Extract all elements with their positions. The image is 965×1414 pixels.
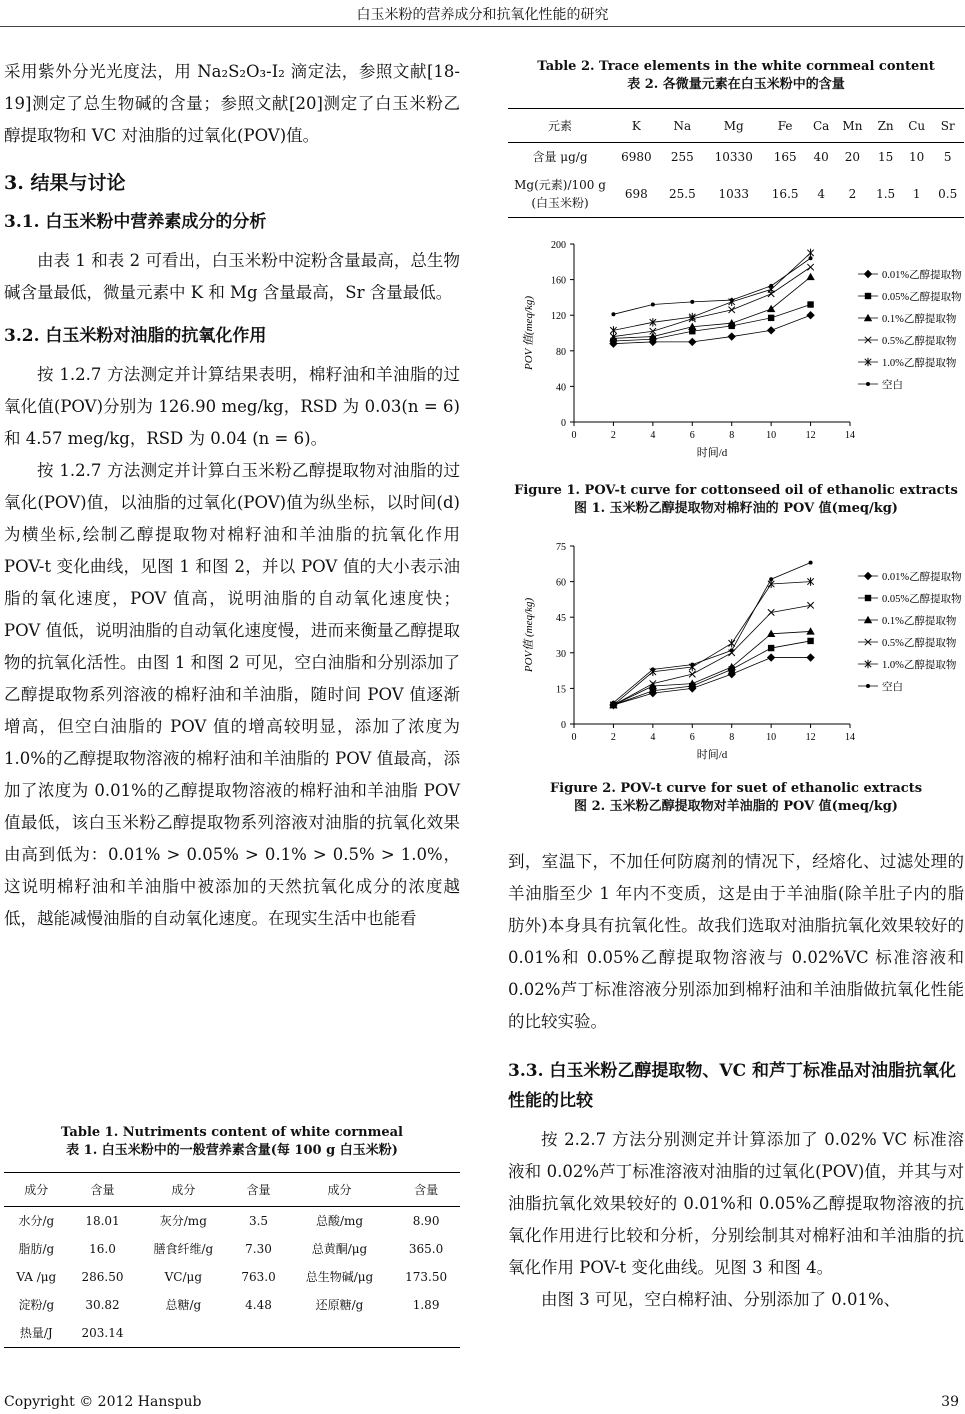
data-point (611, 312, 615, 316)
table-cell: 1.89 (412, 1298, 440, 1312)
legend-entry (858, 378, 903, 391)
paragraph-3-3-b: 由图 3 可见，空白棉籽油、分别添加了 0.01%、 (541, 1290, 901, 1309)
x-tick-label: 4 (650, 430, 656, 441)
data-point (768, 315, 774, 321)
y-tick-label: 15 (556, 684, 566, 696)
table-header: Mg (704, 109, 763, 143)
data-point (769, 284, 773, 288)
data-point (767, 326, 775, 334)
section-heading-3: 3. 结果与讨论 (4, 172, 126, 194)
table-header: Cu (902, 109, 932, 143)
series-0 (609, 653, 815, 709)
table-cell: 灰分/mg (159, 1214, 207, 1228)
table-header: 成分 (136, 1173, 230, 1207)
table-header: 成分 (287, 1173, 392, 1207)
legend-entry (858, 614, 957, 627)
table-cell: 5 (943, 150, 952, 164)
table-cell: 1033 (704, 171, 763, 218)
table-cell: 25.5 (661, 171, 704, 218)
data-point (807, 264, 813, 270)
data-point (807, 249, 813, 257)
table-cell: 10 (909, 150, 925, 164)
x-tick-label: 14 (845, 732, 855, 743)
legend-label: 1.0%乙醇提取物 (882, 358, 957, 369)
y-tick-label: 200 (551, 240, 566, 251)
table-cell: 20 (844, 150, 861, 164)
legend-entry (858, 680, 903, 693)
data-point (806, 627, 814, 634)
x-tick-label: 8 (729, 430, 735, 441)
table-cell: 1 (902, 171, 932, 218)
table-cell: 18.01 (85, 1214, 120, 1228)
y-axis-label: POV值 (meq/kg) (523, 597, 535, 673)
legend-entry (858, 356, 957, 369)
x-tick-label: 2 (610, 430, 616, 441)
y-tick-label: 60 (556, 577, 566, 589)
x-tick-label: 0 (571, 732, 577, 743)
legend-entry (858, 636, 957, 649)
figure-2-chart (508, 532, 964, 782)
left-column (4, 56, 460, 935)
table-cell (230, 1319, 287, 1348)
table-cell: 30.82 (85, 1298, 120, 1312)
table-cell: 698 (612, 171, 661, 218)
x-tick-label: 6 (689, 732, 695, 743)
data-point (610, 326, 616, 334)
paragraph-3-3-a: 按 2.2.7 方法分别测定并计算添加了 0.02% VC 标准溶液和 0.02%芦丁标准溶液对油脂的过氧化(POV)值，并其与对油脂抗氧化效果较好的 0.01%和 0.05%乙醇提取物溶液的抗氧化作用进行比较和分析，分别绘制其对棉籽油和羊油脂的抗氧化作用 POV-t 变化曲线。见图 3 和图 4。 (508, 1130, 964, 1277)
figure-1-chart (508, 230, 964, 480)
series-5 (611, 561, 812, 705)
data-point (807, 301, 813, 307)
table-cell: 365.0 (408, 1242, 444, 1256)
data-point (769, 577, 773, 581)
data-point (807, 638, 813, 644)
series-line (613, 641, 810, 705)
series-4 (610, 577, 814, 709)
table-cell: 膳食纤维/g (153, 1242, 214, 1256)
table-cell: 286.50 (81, 1270, 124, 1284)
data-point (767, 653, 775, 661)
y-tick-label: 160 (551, 275, 566, 287)
section-heading-3-1: 3.1. 白玉米粉中营养素成分的分析 (4, 212, 267, 232)
table-cell: 含量 μg/g (532, 150, 588, 164)
x-tick-label: 2 (610, 732, 616, 743)
legend-entry (858, 658, 957, 671)
table-row (4, 1291, 460, 1319)
table-row (4, 1207, 460, 1236)
table-cell: 4.48 (245, 1298, 272, 1312)
series-2 (609, 627, 815, 708)
legend-label: 0.1%乙醇提取物 (882, 616, 957, 627)
data-point (651, 303, 655, 307)
data-point (690, 663, 694, 667)
y-tick-label: 0 (561, 418, 566, 429)
table-2-caption-cn: 表 2. 各微量元素在白玉米粉中的含量 (627, 77, 845, 92)
legend-label: 空白 (882, 380, 903, 391)
data-point (806, 311, 814, 319)
table-header: 含量 (69, 1173, 137, 1207)
table-cell: VA /μg (16, 1270, 57, 1284)
right-column-text (508, 846, 964, 1316)
legend-entry (858, 290, 962, 303)
table-cell (136, 1319, 230, 1348)
x-tick-label: 10 (766, 732, 777, 743)
paragraph-methods: 采用紫外分光光度法，用 Na₂S₂O₃-I₂ 滴定法，参照文献[18-19]测定了总生物碱的含量；参照文献[20]测定了白玉米粉乙醇提取物和 VC 对油脂的过氧化(POV)值。 (4, 62, 460, 145)
table-cell (392, 1319, 460, 1348)
table-header: 含量 (230, 1173, 287, 1207)
series-0 (609, 311, 815, 348)
copyright: Copyright © 2012 Hanspub (4, 1394, 202, 1410)
table-cell: 淀粉/g (18, 1298, 55, 1312)
table-cell: 1.5 (869, 171, 902, 218)
table-row (4, 1263, 460, 1291)
legend-label: 0.05%乙醇提取物 (882, 292, 962, 303)
legend-marker (865, 293, 871, 299)
table-cell: 3.5 (248, 1214, 269, 1228)
table-header: 成分 (4, 1173, 69, 1207)
table-cell: 总糖/g (165, 1298, 202, 1312)
legend-entry (858, 312, 957, 325)
table-cell: 173.50 (405, 1270, 448, 1284)
data-point (611, 701, 615, 705)
header-rule (0, 26, 965, 27)
data-point (768, 645, 774, 651)
table-cell: 763.0 (241, 1270, 276, 1284)
x-tick-label: 10 (766, 430, 777, 441)
legend-entry (858, 268, 962, 281)
table-cell: 总黄酮/μg (311, 1242, 368, 1256)
figure-1-caption-cn: 图 1. 玉米粉乙醇提取物对棉籽油的 POV 值(meq/kg) (574, 501, 898, 516)
table-header: 含量 (392, 1173, 460, 1207)
x-tick-label: 14 (845, 430, 855, 441)
table-1-caption-cn: 表 1. 白玉米粉中的一般营养素含量(每 100 g 白玉米粉) (66, 1143, 398, 1158)
legend-marker (866, 684, 870, 688)
series-4 (610, 249, 814, 335)
table-cell: 16.5 (764, 171, 807, 218)
legend-entry (858, 592, 962, 605)
x-tick-label: 8 (729, 732, 735, 743)
table-cell: 16.0 (89, 1242, 116, 1256)
figure-1-caption (508, 482, 964, 518)
data-point (689, 671, 695, 677)
table-cell: 热量/J (4, 1319, 69, 1348)
legend-marker (866, 382, 870, 386)
y-tick-label: 120 (551, 311, 566, 323)
page-number: 39 (941, 1394, 959, 1410)
series-1 (610, 638, 814, 708)
series-line (613, 658, 810, 705)
paragraph-3-2-a: 按 1.2.7 方法测定并计算结果表明，棉籽油和羊油脂的过氧化值(POV)分别为 126.90 meg/kg，RSD 为 0.03(n = 6)和 4.57 meg/kg，RSD 为 0.04 (n = 6)。 (4, 365, 460, 448)
series-line (613, 305, 810, 341)
legend-label: 0.01%乙醇提取物 (882, 572, 962, 583)
table-header: Zn (869, 109, 902, 143)
running-title: 白玉米粉的营养成分和抗氧化性能的研究 (356, 7, 609, 23)
table-cell: 2 (835, 171, 869, 218)
table-cell: 还原糖/g (315, 1298, 364, 1312)
figure-2-caption (508, 780, 964, 816)
y-tick-label: 80 (556, 346, 566, 358)
data-point (806, 653, 814, 661)
figure-2-caption-en: Figure 2. POV-t curve for suet of ethanolic extracts (549, 781, 923, 796)
table-cell: 40 (813, 150, 829, 164)
table-cell: 15 (877, 150, 894, 164)
data-point (690, 300, 694, 304)
series-line (613, 258, 810, 314)
table-header: 元素 (508, 109, 612, 143)
paragraph-3-2-b: 按 1.2.7 方法测定并计算白玉米粉乙醇提取物对油脂的过氧化(POV)值，以油脂的过氧化(POV)值为纵坐标，以时间(d)为横坐标,绘制乙醇提取物对棉籽油和羊油脂的抗氧化作用 POV-t 变化曲线，见图 1 和图 2，并以 POV 值的大小表示油脂的氧化速度，POV 值高，说明油脂的自动氧化速度快；POV 值低，说明油脂的自动氧化速度慢，进而来衡量乙醇提取物的抗氧化活性。由图 1 和图 2 可见，空白油脂和分别添加了乙醇提取物系列溶液的棉籽油和羊油脂，随时间 POV 值逐渐增高，但空白油脂的 POV 值的增高较明显，添加了浓度为 1.0%的乙醇提取物溶液的棉籽油和羊油脂的 POV 值最高，添加了浓度为 0.01%的乙醇提取物溶液的棉籽油和羊油脂 POV 值最低，该白玉米粉乙醇提取物系列溶液对油脂的抗氧化效果由高到低为：0.01% > 0.05% > 0.1% > 0.5% > 1.0%，这说明棉籽油和羊油脂中被添加的天然抗氧化成分的浓度越低，越能减慢油脂的自动氧化速度。在现实生活中也能看 (4, 461, 460, 928)
table-2-block (508, 58, 964, 218)
figure-1-caption-en: Figure 1. POV-t curve for cottonseed oil of ethanolic extracts (514, 483, 958, 498)
table-cell: 203.14 (69, 1319, 137, 1348)
legend-label: 0.01%乙醇提取物 (882, 270, 962, 281)
legend-label: 0.5%乙醇提取物 (882, 638, 957, 649)
y-axis-label: POV 值(meq/kg) (523, 295, 535, 371)
data-point (688, 338, 696, 346)
data-point (767, 305, 775, 312)
series-2 (609, 273, 815, 342)
section-heading-3-2: 3.2. 白玉米粉对油脂的抗氧化作用 (4, 326, 267, 346)
table-cell: 6980 (621, 150, 652, 164)
table-2 (508, 108, 964, 218)
table-header: Sr (931, 109, 964, 143)
table-1 (4, 1172, 460, 1348)
data-point (730, 648, 734, 652)
table-cell: 255 (670, 150, 694, 164)
x-axis-label: 时间/d (696, 749, 728, 761)
legend-label: 0.1%乙醇提取物 (882, 314, 957, 325)
table-header: Fe (764, 109, 807, 143)
section-heading-3-3: 3.3. 白玉米粉乙醇提取物、VC 和芦丁标准品对油脂抗氧化性能的比较 (508, 1061, 957, 1111)
legend-marker (864, 616, 872, 623)
series-line (613, 277, 810, 338)
x-axis-label: 时间/d (696, 447, 728, 459)
table-cell: VC/μg (164, 1270, 203, 1284)
x-tick-label: 4 (650, 732, 656, 743)
legend-marker (865, 595, 871, 601)
table-cell: 4 (807, 171, 836, 218)
data-point (729, 307, 735, 313)
table-1-caption-en: Table 1. Nutriments content of white cornmeal (61, 1125, 403, 1140)
figure-2-caption-cn: 图 2. 玉米粉乙醇提取物对羊油脂的 POV 值(meq/kg) (574, 799, 898, 814)
table-cell: 165 (773, 150, 797, 164)
table-row (508, 143, 964, 172)
table-cell: 7.30 (245, 1242, 272, 1256)
table-cell: 8.90 (412, 1214, 440, 1228)
x-tick-label: 12 (805, 430, 816, 441)
x-tick-label: 6 (689, 430, 695, 441)
y-tick-label: 0 (561, 720, 566, 731)
table-cell: 水分/g (18, 1214, 55, 1228)
data-point (651, 667, 655, 671)
paragraph-3-1: 由表 1 和表 2 可看出，白玉米粉中淀粉含量最高，总生物碱含量最低，微量元素中 K 和 Mg 含量最高，Sr 含量最低。 (4, 251, 460, 302)
series-line (613, 253, 810, 330)
legend-label: 0.05%乙醇提取物 (882, 594, 962, 605)
legend-label: 1.0%乙醇提取物 (882, 660, 957, 671)
table-cell: 10330 (714, 150, 753, 164)
table-cell: 总生物碱/μg (305, 1270, 374, 1284)
y-tick-label: 30 (556, 648, 566, 660)
y-tick-label: 75 (556, 542, 566, 553)
table-row (508, 171, 964, 218)
table-row (4, 1235, 460, 1263)
y-tick-label: 40 (556, 382, 566, 394)
table-header: K (612, 109, 661, 143)
table-header: Na (661, 109, 704, 143)
data-point (809, 561, 813, 565)
legend-marker (864, 572, 872, 580)
legend-marker (864, 270, 872, 278)
data-point (809, 256, 813, 260)
table-cell: 总酸/mg (315, 1214, 364, 1228)
series-line (613, 582, 810, 705)
x-tick-label: 0 (571, 430, 577, 441)
table-cell (287, 1319, 392, 1348)
legend-label: 空白 (882, 682, 903, 693)
table-cell: 0.5 (931, 171, 964, 218)
legend-label: 0.5%乙醇提取物 (882, 336, 957, 347)
data-point (806, 273, 814, 280)
table-cell: Mg(元素)/100 g (白玉米粉) (508, 171, 612, 218)
table-1-block (4, 1124, 460, 1348)
x-tick-label: 12 (805, 732, 816, 743)
legend-entry (858, 334, 957, 347)
paragraph-3-2-c: 到，室温下，不加任何防腐剂的情况下，经熔化、过滤处理的羊油脂至少 1 年内不变质，这是由于羊油脂(除羊肚子内的脂肪外)本身具有抗氧化性。故我们选取对油脂抗氧化效果较好的 0.01%和 0.05%乙醇提取物溶液与 0.02%VC 标准溶液和 0.02%芦丁标准溶液分别添加到棉籽油和羊油脂做抗氧化性能的比较实验。 (508, 852, 964, 1031)
data-point (728, 332, 736, 340)
y-tick-label: 45 (556, 613, 566, 625)
table-header: Mn (835, 109, 869, 143)
table-header: Ca (807, 109, 836, 143)
table-row (4, 1319, 460, 1348)
table-2-caption-en: Table 2. Trace elements in the white cornmeal content (537, 59, 935, 74)
legend-entry (858, 570, 962, 583)
data-point (730, 298, 734, 302)
legend-marker (864, 314, 872, 321)
table-cell: 脂肪/g (18, 1242, 55, 1256)
